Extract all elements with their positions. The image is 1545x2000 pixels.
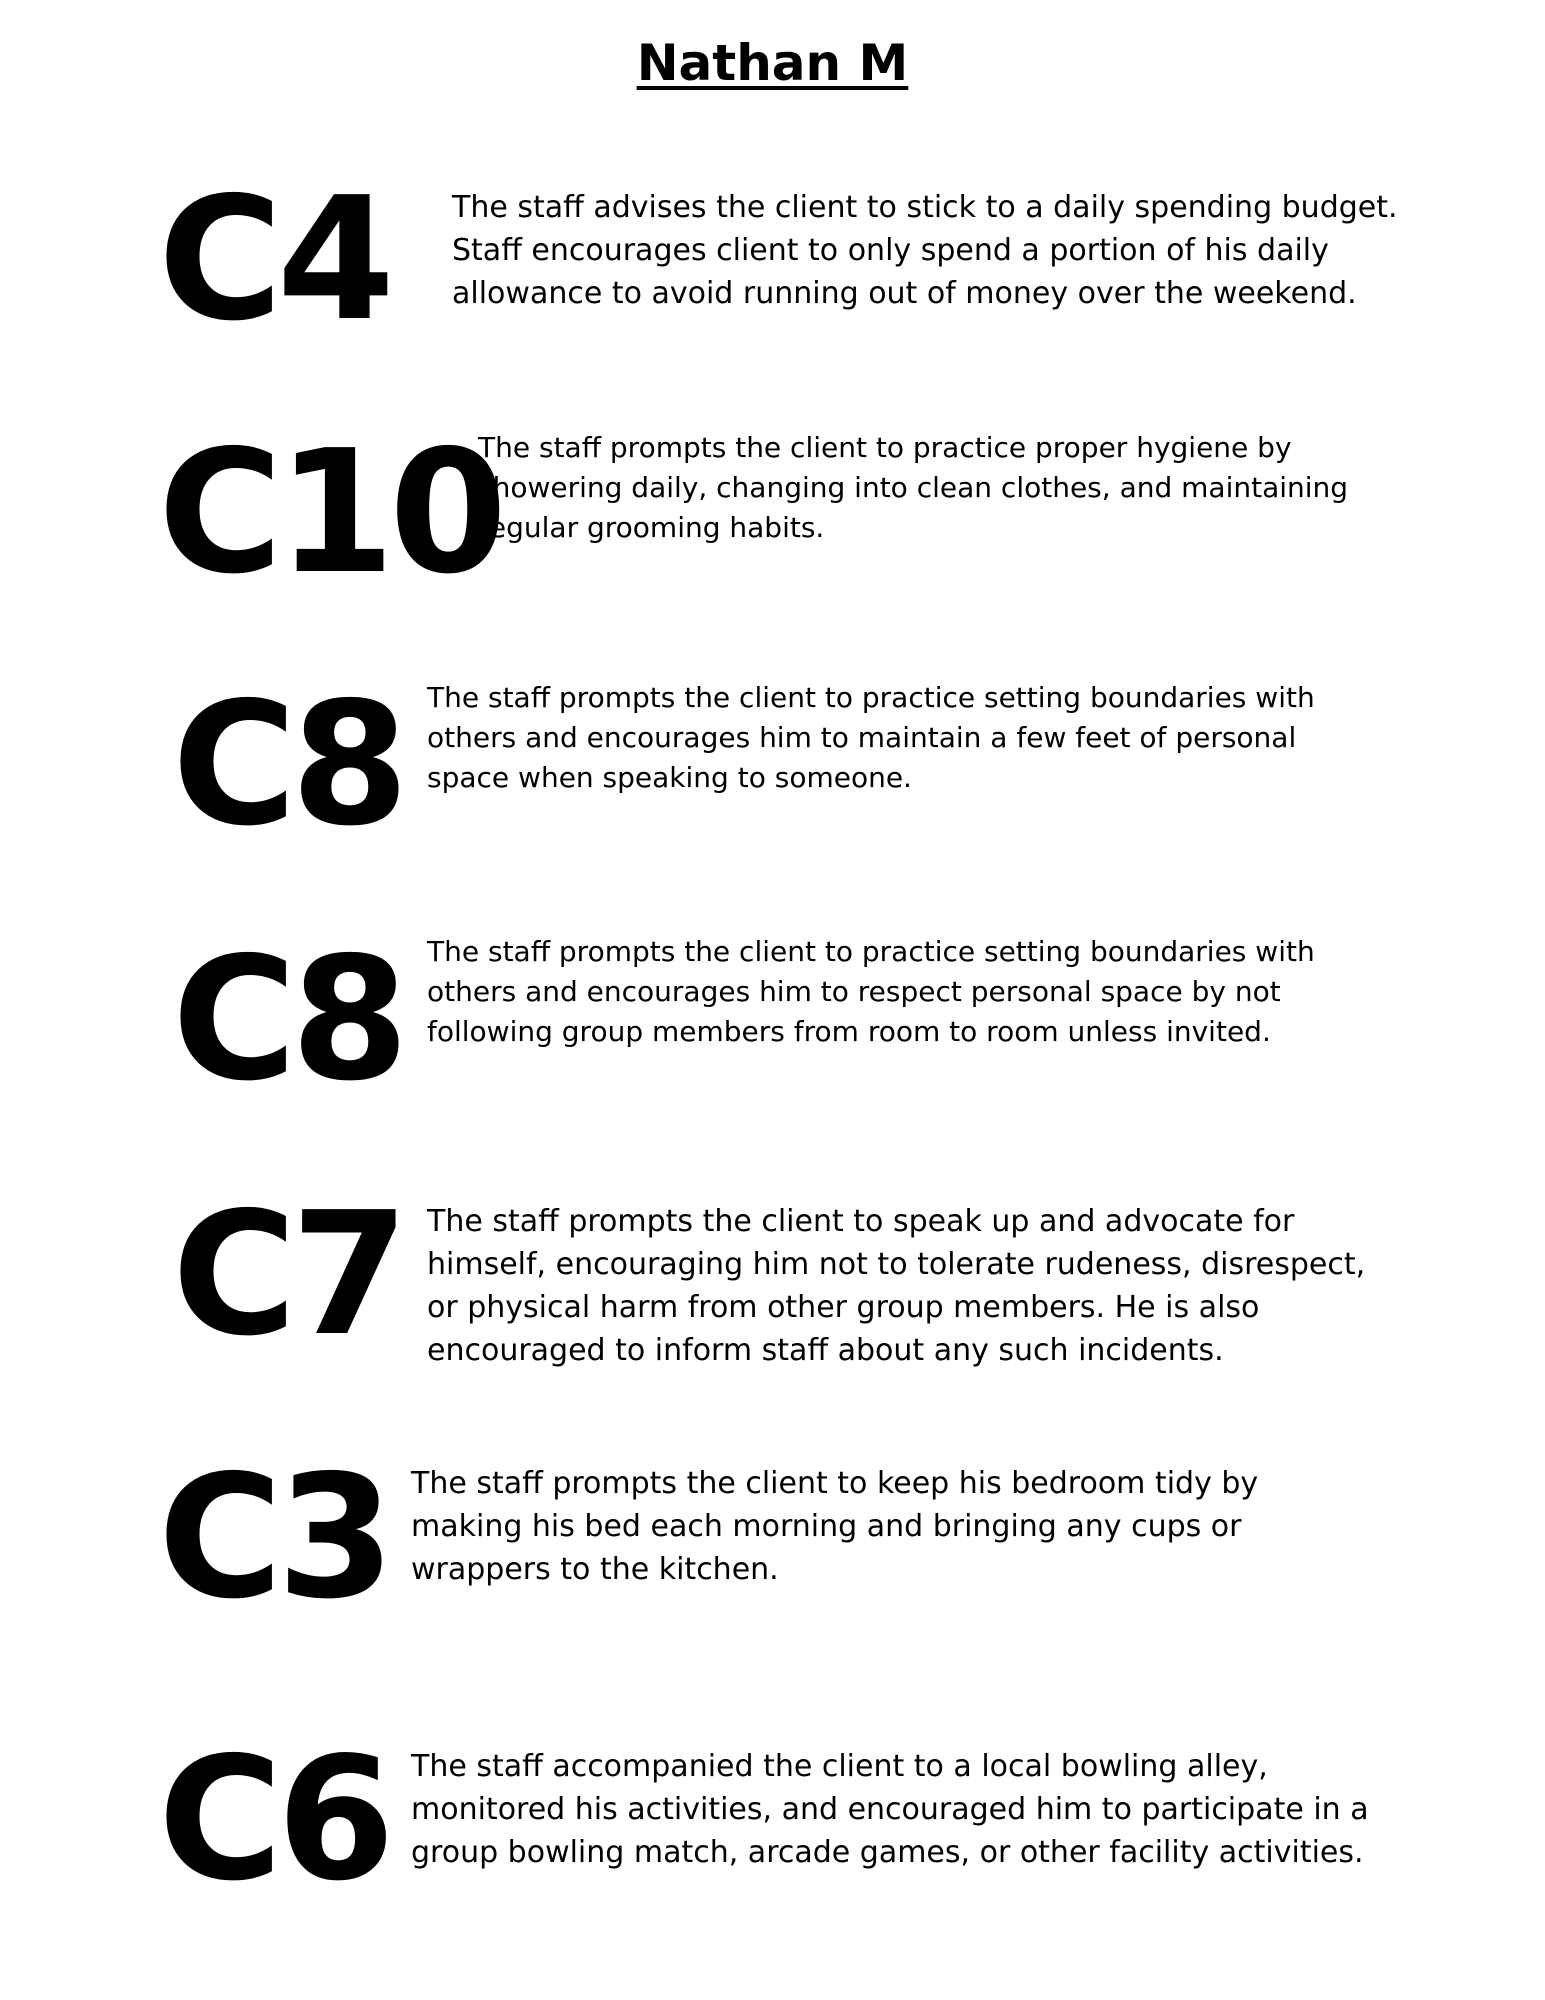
entry-description bbox=[427, 1200, 1365, 1372]
description-line: The staff prompts the client to practice setting boundaries with bbox=[427, 935, 1315, 968]
description-line: others and encourages him to maintain a few feet of personal bbox=[427, 721, 1297, 754]
description-line: encouraged to inform staff about any such incidents. bbox=[427, 1333, 1224, 1368]
entry-code: C4 bbox=[158, 161, 390, 359]
description-line: wrappers to the kitchen. bbox=[411, 1552, 779, 1587]
entry-description bbox=[427, 932, 1315, 1052]
description-line: making his bed each morning and bringing any cups or bbox=[411, 1509, 1242, 1544]
description-line: The staff prompts the client to keep his bedroom tidy by bbox=[411, 1466, 1259, 1501]
description-line: The staff advises the client to stick to a daily spending budget. bbox=[452, 190, 1398, 225]
description-line: The staff prompts the client to speak up and advocate for bbox=[427, 1204, 1295, 1239]
entry-code: C7 bbox=[172, 1176, 404, 1374]
entry-code: C10 bbox=[158, 414, 502, 612]
entry-description bbox=[478, 428, 1348, 548]
description-line: The staff prompts the client to practice proper hygiene by bbox=[478, 431, 1292, 464]
entry-description bbox=[411, 1745, 1369, 1874]
description-line: group bowling match, arcade games, or other facility activities. bbox=[411, 1835, 1364, 1870]
description-line: allowance to avoid running out of money over the weekend. bbox=[452, 276, 1357, 311]
description-line: regular grooming habits. bbox=[478, 511, 825, 544]
description-line: showering daily, changing into clean clothes, and maintaining bbox=[478, 471, 1349, 504]
entry-code: C6 bbox=[158, 1721, 390, 1919]
description-line: others and encourages him to respect personal space by not bbox=[427, 975, 1281, 1008]
entry-code: C8 bbox=[172, 666, 404, 864]
description-line: space when speaking to someone. bbox=[427, 761, 912, 794]
entry-description bbox=[427, 678, 1315, 798]
entry-code: C3 bbox=[158, 1439, 390, 1637]
entry-description bbox=[452, 186, 1398, 315]
description-line: Staff encourages client to only spend a portion of his daily bbox=[452, 233, 1329, 268]
description-line: The staff accompanied the client to a local bowling alley, bbox=[411, 1749, 1268, 1784]
description-line: The staff prompts the client to practice setting boundaries with bbox=[427, 681, 1315, 714]
page-title: Nathan M bbox=[636, 34, 909, 92]
description-line: himself, encouraging him not to tolerate rudeness, disrespect, bbox=[427, 1247, 1366, 1282]
description-line: following group members from room to room unless invited. bbox=[427, 1015, 1271, 1048]
entry-code: C8 bbox=[172, 921, 404, 1119]
description-line: monitored his activities, and encouraged him to participate in a bbox=[411, 1792, 1369, 1827]
entry-description bbox=[411, 1462, 1258, 1591]
description-line: or physical harm from other group members. He is also bbox=[427, 1290, 1260, 1325]
